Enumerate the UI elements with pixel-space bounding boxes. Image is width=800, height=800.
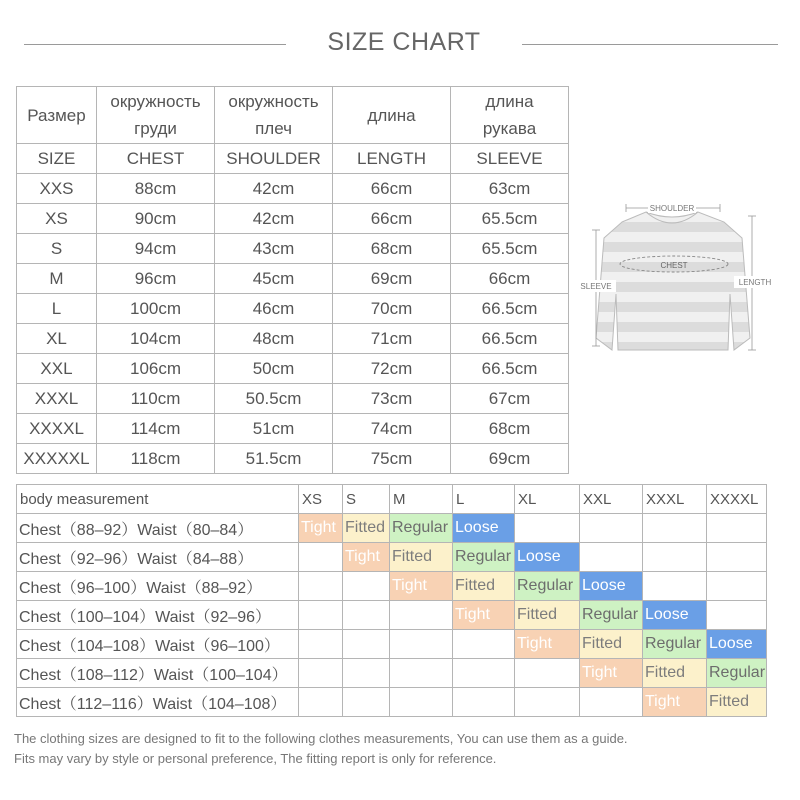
fit-row-label: Chest（96–100）Waist（88–92） [17,572,299,601]
size-table-cell: 66cm [333,174,451,204]
size-table-cell: 106cm [97,354,215,384]
fit-cell: Fitted [343,514,390,543]
size-table-cell: M [17,264,97,294]
fit-table-header-cell: M [390,485,453,514]
size-table-cell: 51cm [215,414,333,444]
size-table-cell: 43cm [215,234,333,264]
fit-cell: Loose [515,543,580,572]
size-table-header-ru-line: плеч [255,119,292,138]
fit-cell: Tight [343,543,390,572]
fit-cell: Tight [390,572,453,601]
size-table-cell: 71cm [333,324,451,354]
fit-cell [343,601,390,630]
fit-cell [580,543,643,572]
size-table-cell: 104cm [97,324,215,354]
fit-table-row [17,688,767,717]
fit-cell [299,601,343,630]
fit-cell [299,659,343,688]
size-table-cell: 68cm [333,234,451,264]
size-table-header-ru [17,87,569,144]
fit-cell: Loose [453,514,515,543]
fit-cell [643,543,707,572]
size-table-cell: 70cm [333,294,451,324]
length-label: LENGTH [738,278,772,287]
size-table-cell: 50cm [215,354,333,384]
size-table-header-ru-line: длина [485,92,534,111]
size-table-header-ru-line: груди [134,119,177,138]
fit-cell [453,630,515,659]
size-table-cell: 67cm [451,384,569,414]
size-table-cell: 69cm [451,444,569,474]
fit-cell [580,688,643,717]
fit-cell [343,630,390,659]
garment-diagram [574,198,780,360]
fit-cell [299,688,343,717]
fit-cell: Regular [643,630,707,659]
fit-cell: Loose [643,601,707,630]
size-table-cell: 51.5cm [215,444,333,474]
size-table-header-ru-cell [215,87,333,144]
size-table-cell: 118cm [97,444,215,474]
size-table-row [17,444,569,474]
fit-table-header-cell: body measurement [17,485,299,514]
fit-table-header-cell: XXXXL [707,485,767,514]
fit-cell: Tight [515,630,580,659]
fit-cell: Fitted [643,659,707,688]
fit-table-header-cell: XL [515,485,580,514]
size-table-header-ru-line: длина [367,105,416,125]
fit-cell: Regular [515,572,580,601]
size-table-header-en-cell: LENGTH [333,144,451,174]
fit-cell: Regular [707,659,767,688]
size-table-row [17,414,569,444]
fit-cell [643,514,707,543]
size-table-cell: 65.5cm [451,204,569,234]
size-table-cell: 66cm [451,264,569,294]
size-table-cell: 66cm [333,204,451,234]
size-table-cell: XXXL [17,384,97,414]
fit-cell [515,514,580,543]
fit-cell: Fitted [580,630,643,659]
fit-table-header-cell: L [453,485,515,514]
size-table-cell: 94cm [97,234,215,264]
page-title: SIZE CHART [327,28,481,56]
size-table-cell: 48cm [215,324,333,354]
size-table-row [17,354,569,384]
fit-table-header-cell: XXXL [643,485,707,514]
size-table-header-ru-line: Размер [27,105,86,125]
size-table-header-ru-cell [17,87,97,144]
fit-table-header-cell: XS [299,485,343,514]
fit-cell [390,659,453,688]
fit-cell: Regular [580,601,643,630]
size-table-cell: 42cm [215,204,333,234]
fit-cell [643,572,707,601]
title-rule-left [24,44,286,45]
size-table-row [17,204,569,234]
size-table-cell: 90cm [97,204,215,234]
size-table-header-en-cell: CHEST [97,144,215,174]
size-table-header-en-cell: SHOULDER [215,144,333,174]
fit-table-header-cell: S [343,485,390,514]
fit-cell [390,688,453,717]
fit-table-row [17,543,767,572]
fit-cell [515,688,580,717]
fit-cell [390,630,453,659]
fit-cell: Regular [390,514,453,543]
fit-cell [515,659,580,688]
size-table-cell: L [17,294,97,324]
size-table-header-ru-line: рукава [482,119,537,138]
fit-cell [453,659,515,688]
size-table-header-en-cell: SIZE [17,144,97,174]
fit-row-label: Chest（108–112）Waist（100–104） [17,659,299,688]
size-table-row [17,294,569,324]
size-table-header-ru-cell [451,87,569,144]
size-table-row [17,174,569,204]
size-table-cell: 72cm [333,354,451,384]
reference-note: Fits may vary by style or personal preference, The fitting report is only for reference. [14,751,497,766]
fit-cell [343,572,390,601]
size-table-header-ru-line: окружность [228,92,319,111]
size-table-cell: 73cm [333,384,451,414]
size-table-cell: 74cm [333,414,451,444]
size-table [16,86,569,474]
fit-cell: Fitted [515,601,580,630]
size-table-cell: 66.5cm [451,324,569,354]
shoulder-label: SHOULDER [649,204,695,213]
fit-cell [707,514,767,543]
fit-table-row [17,659,767,688]
size-table-cell: 66.5cm [451,354,569,384]
fit-cell [299,630,343,659]
fit-row-label: Chest（112–116）Waist（104–108） [17,688,299,717]
size-table-cell: S [17,234,97,264]
fit-cell: Regular [453,543,515,572]
guide-note: The clothing sizes are designed to fit to the following clothes measurements, You can use them as a guide. [14,731,628,746]
size-table-cell: 42cm [215,174,333,204]
size-table-row [17,234,569,264]
fit-table-header [17,485,767,514]
size-table-header-en-cell: SLEEVE [451,144,569,174]
fit-cell [453,688,515,717]
size-table-cell: 45cm [215,264,333,294]
fit-cell [343,688,390,717]
size-table-cell: 75cm [333,444,451,474]
size-table-cell: 96cm [97,264,215,294]
size-table-header-ru-cell [333,87,451,144]
size-table-cell: 46cm [215,294,333,324]
size-table-cell: XXXXXL [17,444,97,474]
fit-row-label: Chest（88–92）Waist（80–84） [17,514,299,543]
fit-table-row [17,514,767,543]
sleeve-label: SLEEVE [580,282,612,291]
size-table-cell: 68cm [451,414,569,444]
size-table-cell: 66.5cm [451,294,569,324]
size-table-cell: 65.5cm [451,234,569,264]
size-table-row [17,384,569,414]
title-rule-right [522,44,778,45]
fit-cell [299,572,343,601]
fit-row-label: Chest（104–108）Waist（96–100） [17,630,299,659]
fit-table-row [17,630,767,659]
fit-cell: Loose [707,630,767,659]
fit-table-row [17,601,767,630]
size-table-header-ru-cell [97,87,215,144]
fit-cell [580,514,643,543]
fit-cell [343,659,390,688]
fit-cell: Tight [580,659,643,688]
fit-cell: Tight [643,688,707,717]
fit-cell [707,572,767,601]
fit-cell: Fitted [707,688,767,717]
chest-label: CHEST [660,261,688,270]
fit-cell [707,543,767,572]
fit-cell: Tight [299,514,343,543]
size-table-cell: 88cm [97,174,215,204]
size-table-cell: 114cm [97,414,215,444]
fit-row-label: Chest（100–104）Waist（92–96） [17,601,299,630]
fit-table-header-cell: XXL [580,485,643,514]
size-table-header-en [17,144,569,174]
size-table-cell: 110cm [97,384,215,414]
size-table-cell: XXS [17,174,97,204]
fit-cell: Loose [580,572,643,601]
size-table-cell: XXXXL [17,414,97,444]
size-table-cell: XL [17,324,97,354]
size-table-cell: 69cm [333,264,451,294]
fit-cell: Fitted [390,543,453,572]
fit-cell [707,601,767,630]
size-table-cell: 100cm [97,294,215,324]
size-table-cell: XS [17,204,97,234]
size-table-cell: XXL [17,354,97,384]
size-table-header-ru-line: окружность [110,92,201,111]
fit-cell: Tight [453,601,515,630]
fit-cell [299,543,343,572]
size-table-row [17,264,569,294]
size-table-cell: 63cm [451,174,569,204]
fit-cell: Fitted [453,572,515,601]
fit-table-row [17,572,767,601]
fit-cell [390,601,453,630]
fit-table [16,484,767,717]
size-table-row [17,324,569,354]
size-table-cell: 50.5cm [215,384,333,414]
fit-row-label: Chest（92–96）Waist（84–88） [17,543,299,572]
